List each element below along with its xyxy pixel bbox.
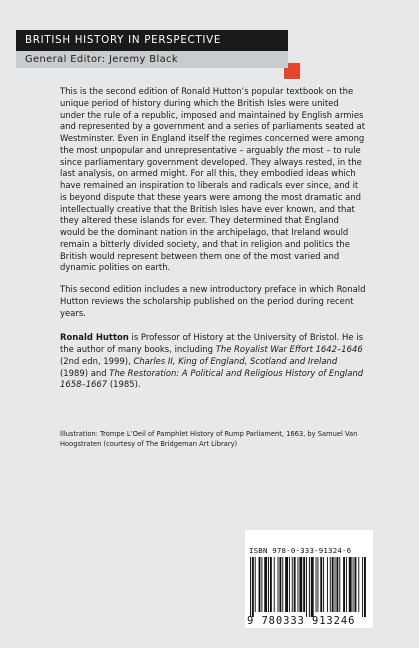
barcode-bar bbox=[250, 557, 251, 617]
back-cover-blurb bbox=[60, 86, 366, 403]
barcode-bar bbox=[330, 557, 331, 612]
book-title: The Restoration: A Political and Religious History of England 1658–1667 bbox=[60, 367, 364, 390]
barcode-bar bbox=[309, 557, 310, 617]
barcode-bar bbox=[362, 557, 363, 617]
isbn-label: ISBN 978-0-333-91324-6 bbox=[249, 546, 352, 555]
barcode-bar bbox=[278, 557, 279, 612]
barcode-bar bbox=[358, 557, 359, 612]
barcode-bar bbox=[252, 557, 254, 617]
book-title: Charles II, King of England, Scotland and Ireland bbox=[133, 355, 338, 366]
barcode-bar bbox=[317, 557, 318, 612]
barcode-bar bbox=[349, 557, 352, 612]
barcode-bar bbox=[343, 557, 345, 612]
barcode-bar bbox=[282, 557, 283, 612]
general-editor: General Editor: Jeremy Black bbox=[25, 54, 178, 65]
illustration-credit: Illustration: Trompe L’Oeil of Pamphlet History of Rump Parliament, 1663, by Samuel Van Hoogstraten (courtesy of The Bridgeman Art Library) bbox=[60, 430, 358, 448]
barcode-bars bbox=[250, 557, 368, 617]
isbn-digits: 9 780333 913246 bbox=[247, 615, 356, 627]
barcode-bar bbox=[320, 557, 322, 612]
barcode-bar bbox=[336, 557, 338, 612]
barcode-bar bbox=[306, 557, 307, 617]
author-bio: Ronald Hutton is Professor of History at the University of Bristol. He is the author of many books, including The Royalist War Effort 1642–1646 (2nd edn, 1999), Charles II, King of England, Scotland and Ireland (1989) and The Restoration: A Political and Religious History of England 1658–1667 (1985). bbox=[60, 332, 364, 390]
barcode-bar bbox=[298, 557, 299, 612]
book-title: The Royalist War Effort 1642–1646 bbox=[215, 344, 363, 354]
series-title: BRITISH HISTORY IN PERSPECTIVE bbox=[25, 34, 222, 46]
barcode-bar bbox=[274, 557, 275, 612]
barcode-bar bbox=[311, 557, 314, 617]
author-name: Ronald Hutton bbox=[60, 332, 129, 343]
barcode-bar bbox=[323, 557, 324, 612]
barcode-panel bbox=[245, 530, 373, 628]
blurb-paragraph-1: This is the second edition of Ronald Hutton’s popular textbook on the unique period of history during which the British Isles were united under the rule of a republic, imposed and maintained by English armies and represented by a government and a series of parliaments seated at Westminster. Even in England itself the regimes concerned were among the most unpopular and unrepresentative – arguably the most – to rule since parliamentary government developed. They always rested, in the last analysis, on armed might. For all this, they embodied ideas which have remained an inspiration to liberals and radicals ever since, and it is beyond dispute that these years were among the most dramatic and intellectually creative that the British Isles have ever known, and that they altered these islands for ever. They determined that England would be the dominant nation in the archipelago, that Ireland would remain a bitterly divided society, and that in religion and politics the British would represent between them one of the most varied and dynamic polities on earth. bbox=[60, 86, 365, 273]
general-editor-band bbox=[16, 51, 288, 68]
barcode-bar bbox=[261, 557, 262, 612]
barcode-bar bbox=[355, 557, 357, 612]
blurb-paragraph-2: This second edition includes a new introductory preface in which Ronald Hutton reviews the scholarship published on the period during recent years. bbox=[60, 284, 366, 318]
barcode-bar bbox=[303, 557, 305, 612]
barcode-bar bbox=[285, 557, 288, 612]
barcode-bar bbox=[316, 557, 317, 612]
barcode-bar bbox=[289, 557, 290, 612]
barcode-bar bbox=[335, 557, 336, 612]
barcode-bar bbox=[255, 557, 256, 612]
barcode-bar bbox=[346, 557, 347, 612]
barcode-bar bbox=[339, 557, 340, 612]
series-title-band bbox=[16, 30, 288, 51]
barcode-bar bbox=[268, 557, 269, 612]
barcode-bar bbox=[292, 557, 293, 612]
barcode-bar bbox=[327, 557, 328, 612]
barcode-bar bbox=[270, 557, 272, 612]
barcode-bar bbox=[279, 557, 281, 612]
barcode-bar bbox=[353, 557, 354, 612]
barcode-bar bbox=[294, 557, 296, 612]
barcode-bar bbox=[259, 557, 261, 612]
barcode-bar bbox=[364, 557, 366, 617]
barcode-bar bbox=[299, 557, 302, 612]
barcode-bar bbox=[264, 557, 267, 612]
barcode-bar bbox=[332, 557, 334, 612]
